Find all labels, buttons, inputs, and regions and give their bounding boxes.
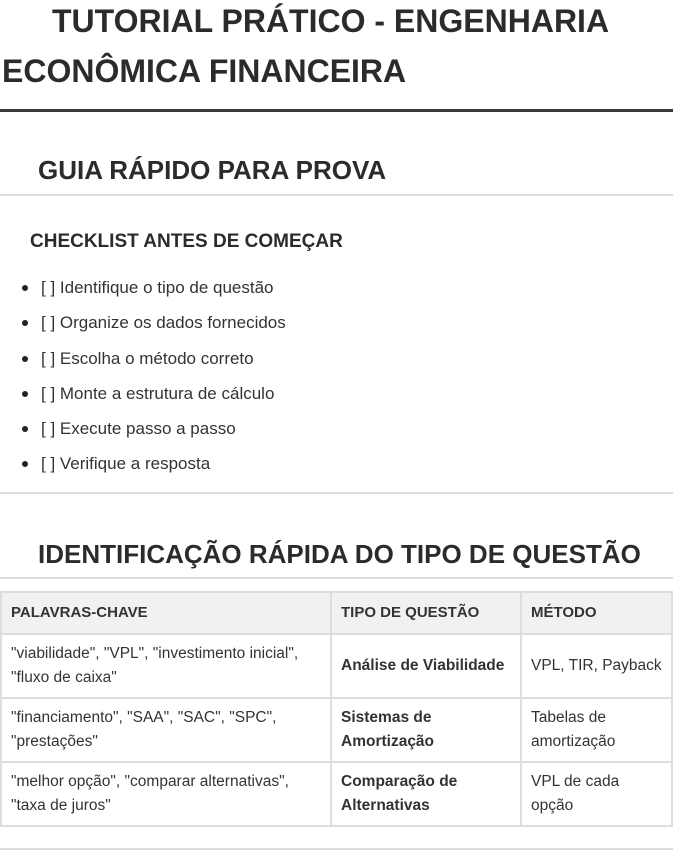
- cell-method: VPL, TIR, Payback: [521, 634, 672, 698]
- section-divider: [0, 577, 673, 579]
- checklist-item-label: [ ] Verifique a resposta: [41, 454, 211, 474]
- section-heading-identification: IDENTIFICAÇÃO RÁPIDA DO TIPO DE QUESTÃO: [38, 539, 641, 569]
- bullet-icon: [22, 320, 28, 326]
- cell-type: Comparação de Alternativas: [331, 762, 521, 826]
- checklist: [0, 270, 286, 482]
- cell-method: Tabelas de amortização: [521, 698, 672, 762]
- title-divider: [0, 109, 673, 112]
- checklist-item-label: [ ] Execute passo a passo: [41, 419, 236, 439]
- column-header-type: TIPO DE QUESTÃO: [331, 592, 521, 634]
- bullet-icon: [22, 391, 28, 397]
- bullet-icon: [22, 356, 28, 362]
- list-item: [0, 305, 286, 340]
- section-divider: [0, 492, 673, 494]
- table-row: [1, 698, 672, 762]
- cell-keywords: "financiamento", "SAA", "SAC", "SPC", "prestações": [1, 698, 331, 762]
- cell-method: VPL de cada opção: [521, 762, 672, 826]
- checklist-item-label: [ ] Identifique o tipo de questão: [41, 278, 274, 297]
- checklist-item-label: [ ] Escolha o método correto: [41, 348, 254, 368]
- question-type-table: [0, 591, 673, 827]
- section-heading-quick-guide: GUIA RÁPIDO PARA PROVA: [38, 155, 387, 185]
- page-title: TUTORIAL PRÁTICO - ENGENHARIA ECONÔMICA FINANCEIRA: [2, 3, 608, 89]
- cell-keywords: "viabilidade", "VPL", "investimento inicial", "fluxo de caixa": [1, 634, 331, 698]
- section-divider: [0, 194, 673, 196]
- cell-type: Análise de Viabilidade: [331, 634, 521, 698]
- checklist-heading: CHECKLIST ANTES DE COMEÇAR: [30, 231, 343, 252]
- bullet-icon: [22, 426, 28, 432]
- list-item: [0, 446, 286, 481]
- checklist-item-label: [ ] Organize os dados fornecidos: [41, 313, 286, 333]
- table-header-row: [1, 592, 672, 634]
- checklist-item-label: [ ] Monte a estrutura de cálculo: [41, 383, 275, 403]
- bullet-icon: [22, 461, 28, 467]
- cell-type: Sistemas de Amortização: [331, 698, 521, 762]
- table-row: [1, 762, 672, 826]
- bullet-icon: [22, 285, 28, 291]
- section-divider: [0, 848, 673, 850]
- list-item: [0, 411, 286, 446]
- table-row: [1, 634, 672, 698]
- list-item: [0, 376, 286, 411]
- column-header-keywords: PALAVRAS-CHAVE: [1, 592, 331, 634]
- cell-keywords: "melhor opção", "comparar alternativas", "taxa de juros": [1, 762, 331, 826]
- list-item: [0, 270, 286, 305]
- column-header-method: MÉTODO: [521, 592, 672, 634]
- list-item: [0, 341, 286, 376]
